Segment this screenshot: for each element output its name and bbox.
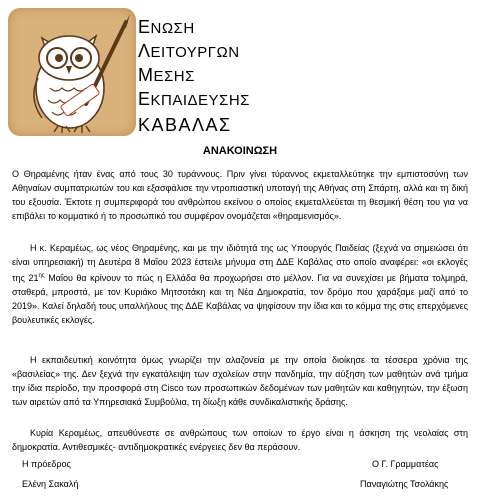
owl-icon bbox=[8, 8, 136, 136]
logo-line-initial: Ε bbox=[138, 17, 151, 37]
logo-line-initial: Λ bbox=[138, 41, 151, 61]
logo-line-rest: ΝΩΣΗ bbox=[150, 20, 195, 37]
logo-line bbox=[138, 16, 238, 40]
logo-line-rest: ΚΠΑΙΔΕΥΣΗΣ bbox=[150, 92, 250, 109]
logo-wordmark bbox=[138, 16, 250, 136]
logo-line bbox=[138, 64, 238, 88]
logo-line-initial: Ε bbox=[138, 89, 151, 109]
secretary-name: Παναγιώτης Τσολάκης bbox=[360, 479, 449, 489]
union-logo bbox=[8, 8, 250, 138]
logo-line-rest: ΕΙΤΟΥΡΓΩΝ bbox=[150, 44, 240, 61]
paragraph-3: Η εκπαιδευτική κοινότητα όμως γνωρίζει την αλαζονεία με την οποία διοίκησε τα τέσσερα χρόνια της «βασιλείας» της. Δεν ξεχνά την εγκατάλειψη των σχολείων στην πανδημία, την αύξηση των μαθητών ανά τμήμα την ίδια περίοδο, την προσφορά στη Cisco των προσωπικών δεδομένων των μαθητών και καθηγητών, την έξωση των αιρετών από τα Υπηρεσιακά Συμβούλια, τη δίωξη κάθε συνδικαλιστικής δράσης. bbox=[12, 355, 468, 407]
president-title: Η πρόεδρος bbox=[22, 459, 71, 469]
paragraph-4: Κυρία Κεραμέως, απευθύνεστε σε ανθρώπους των οποίων το έργο είναι η άσκηση της νεολαίας στη δημοκρατία. Αντιθεσμικές- αντιδημοκρατικές ενέργειες δεν θα περάσουν. bbox=[12, 428, 468, 452]
president-name: Ελένη Σακαλή bbox=[22, 479, 79, 489]
paragraph-2-start: Η κ. Κεραμέως, ως νέος Θηραμένης, και με την ιδιότητά της ως Υπουργός Παιδείας (ξεχνά να σημειώσει ότι είναι υπηρεσιακή) τη Δευτέρα 8 Μαΐου 2023 έστειλε μήνυμα στη ΔΔΕ Καβάλας στο οποίο αναφέρει: «οι εκλογές της 21 bbox=[12, 243, 468, 283]
secretary-title: Ο Γ. Γραμματέας bbox=[372, 459, 439, 469]
logo-line-initial: Μ bbox=[138, 65, 154, 85]
logo-line bbox=[138, 40, 238, 64]
logo-line-rest: ΕΣΗΣ bbox=[153, 68, 195, 85]
logo-line bbox=[138, 88, 250, 112]
logo-line-city: ΚΑΒΑΛΑΣ bbox=[138, 115, 232, 135]
paragraph-2 bbox=[12, 241, 468, 327]
paragraph-2-end: Μαΐου θα κρίνουν το πώς η Ελλάδα θα προχωρήσει στο μέλλον. Για να συνεχίσει με βήματα τολμηρά, σταθερά, μπροστά, με τον Κυριάκο Μητσοτάκη και τη Νέα Δημοκρατία, τον δρόμο που χαράξαμε μαζί από το 2019». Καλεί δηλαδή τους υπαλλήλους της ΔΔΕ Καβάλας να ψηφίσουν την ίδια και το κόμμα της στις επερχόμενες βουλευτικές εκλογές. bbox=[12, 273, 469, 325]
paragraph-1: Ο Θηραμένης ήταν ένας από τους 30 τυράννους. Πριν γίνει τύραννος εκμεταλλεύτηκε την εμπιστοσύνη των Αθηναίων συμπατριωτών του και εξασφάλισε την ντροπιαστική υποταγή της Αθήνας στη Σπάρτη, αλλά και τη δική του εξουσία. Έκτοτε η συμπεριφορά του ανθρώπου εκείνου ο οποίος εκμεταλλεύεται τη θεσμική θέση του για να επιβάλει το κομματικό ή το προσωπικό του συμφέρον ονομάζεται «θηραμενισμός». bbox=[12, 169, 468, 221]
announcement-title: ΑΝΑΚΟΙΝΩΣΗ bbox=[202, 145, 278, 157]
ordinal-superscript: ης bbox=[38, 273, 45, 279]
owl-logo-image bbox=[8, 8, 136, 136]
